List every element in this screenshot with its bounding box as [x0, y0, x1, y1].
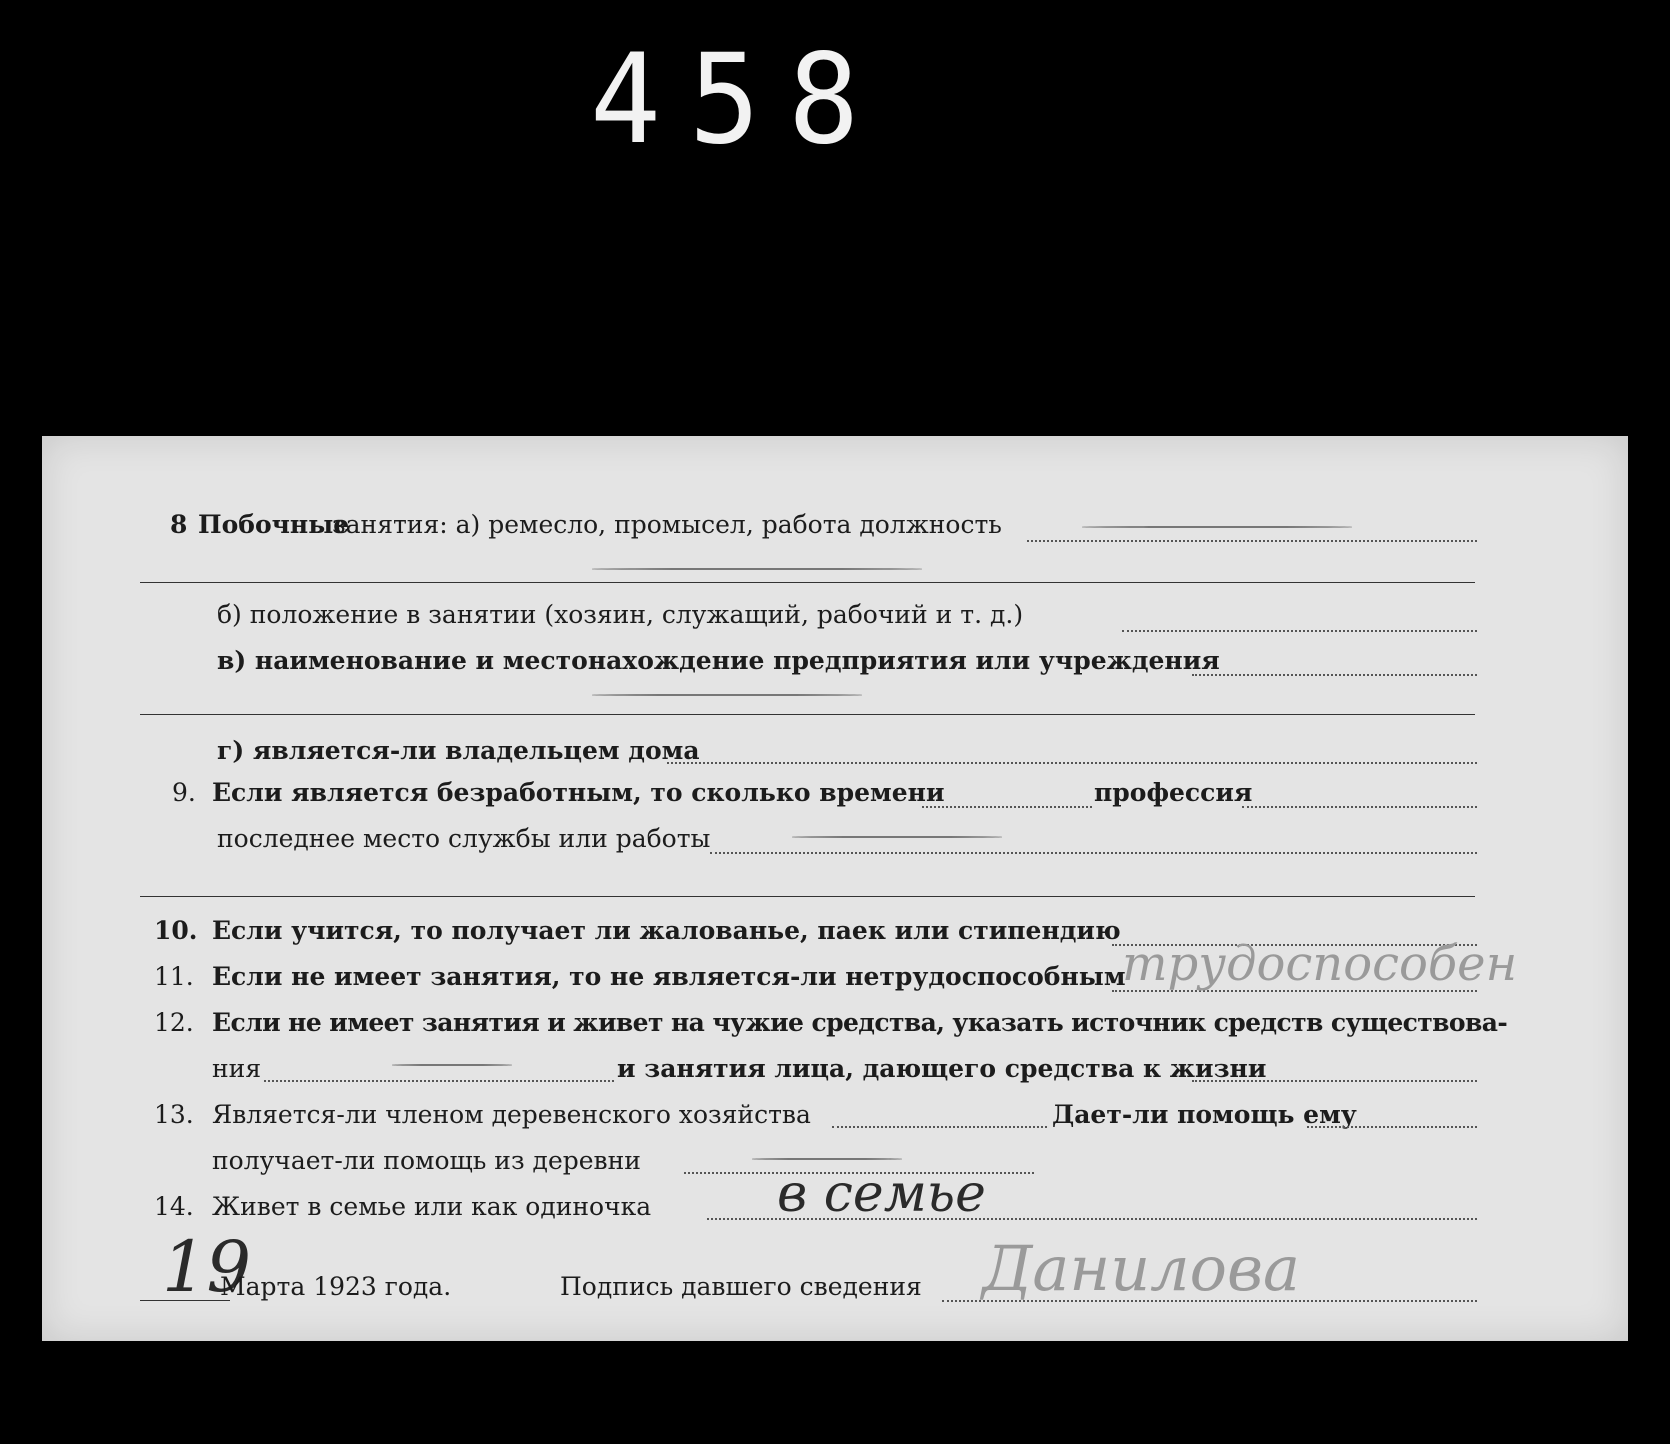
q9-label: Если является безработным, то сколько времени — [212, 778, 945, 807]
q9-profession-label: профессия — [1094, 778, 1253, 807]
q12-label: Если не имеет занятия и живет на чужие средства, указать источник средств существова- — [212, 1008, 1508, 1037]
q12-provider-field[interactable] — [1192, 1080, 1477, 1082]
q10-number: 10. — [154, 916, 198, 945]
q8v-label: в) наименование и местонахождение предприятия или учреждения — [217, 646, 1220, 675]
q11-label: Если не имеет занятия, то не является-ли нетрудоспособным — [212, 962, 1126, 991]
q13-number: 13. — [154, 1100, 194, 1129]
q8a-extra-line — [140, 582, 1475, 583]
frame-number: 458 — [590, 26, 888, 172]
q13-help-give-label: Дает-ли помощь ему — [1052, 1100, 1357, 1129]
q9-profession-field[interactable] — [1242, 806, 1477, 808]
q9-last-place-label: последнее место службы или работы — [217, 824, 711, 853]
q11-number: 11. — [154, 962, 194, 991]
q9-duration-field[interactable] — [922, 806, 1092, 808]
q12-cont-b-label: и занятия лица, дающего средства к жизни — [617, 1054, 1267, 1083]
q8-title: Побочные — [198, 510, 350, 539]
q8g-field[interactable] — [667, 762, 1477, 764]
q13-label: Является-ли членом деревенского хозяйства — [212, 1100, 811, 1129]
q8-number: 8 — [170, 510, 188, 539]
q12-number: 12. — [154, 1008, 194, 1037]
q14-handwritten-answer: в семье — [777, 1164, 986, 1224]
signature-handwritten: Данилова — [982, 1232, 1300, 1305]
census-form-card — [42, 436, 1628, 1341]
q14-number: 14. — [154, 1192, 194, 1221]
q8v-field[interactable] — [1192, 674, 1477, 676]
q8a-label: занятия: а) ремесло, промысел, работа должность — [332, 510, 1002, 539]
q8a-field[interactable] — [1027, 540, 1477, 542]
q8b-field[interactable] — [1122, 630, 1477, 632]
q12-source-field[interactable] — [264, 1080, 614, 1082]
q10-label: Если учится, то получает ли жалованье, паек или стипендию — [212, 916, 1121, 945]
signature-label: Подпись давшего сведения — [560, 1272, 922, 1301]
q8g-label: г) является-ли владельцем дома — [217, 736, 700, 765]
q14-label: Живет в семье или как одиночка — [212, 1192, 652, 1221]
q13-help-get-label: получает-ли помощь из деревни — [212, 1146, 641, 1175]
q9-last-place-field[interactable] — [710, 852, 1477, 854]
q13-member-field[interactable] — [832, 1126, 1047, 1128]
date-text: Марта 1923 года. — [220, 1272, 452, 1301]
q9-number: 9. — [172, 778, 196, 807]
date-day-handwritten: 19 — [162, 1226, 252, 1308]
q12-cont-a-label: ния — [212, 1054, 262, 1083]
q13-help-give-field[interactable] — [1307, 1126, 1477, 1128]
q8b-label: б) положение в занятии (хозяин, служащий, рабочий и т. д.) — [217, 600, 1024, 629]
q11-handwritten-answer: трудоспособен — [1122, 936, 1518, 992]
q9-extra-line — [140, 896, 1475, 897]
q8v-extra-line — [140, 714, 1475, 715]
